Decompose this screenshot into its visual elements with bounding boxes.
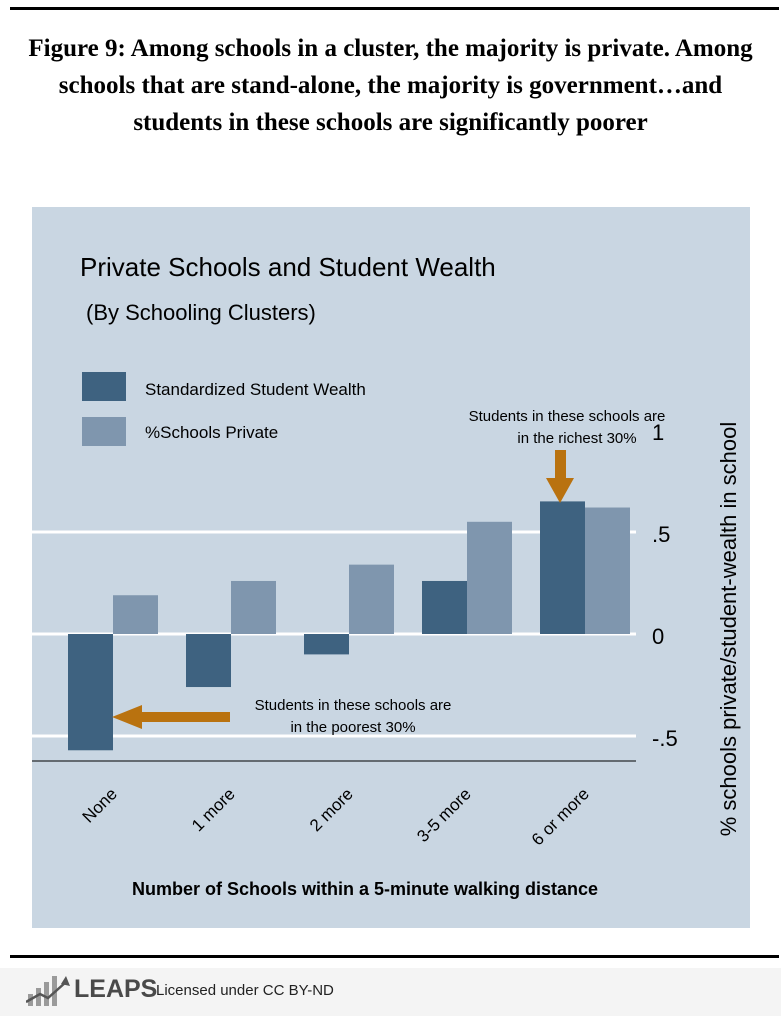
chart-panel	[32, 207, 750, 928]
down-arrow	[546, 450, 574, 503]
x-tick-label: 6 or more	[527, 784, 593, 850]
top-rule	[10, 7, 779, 10]
x-axis-label: Number of Schools within a 5-minute walking distance	[131, 879, 599, 899]
annotation-richest-line2: in the richest 30%	[517, 430, 637, 447]
y-tick-labels	[652, 420, 678, 751]
annotation-poorest-line2: in the poorest 30%	[290, 719, 416, 736]
bar-wealth-4	[540, 501, 585, 634]
x-tick-label: None	[78, 784, 121, 827]
y-tick-label: -.5	[652, 726, 678, 751]
bar-wealth-1	[186, 634, 231, 687]
chart-subtitle: (By Schooling Clusters)	[86, 300, 316, 325]
y-tick-label: .5	[652, 522, 671, 547]
legend-swatch-wealth	[82, 372, 126, 401]
bar-wealth-2	[304, 634, 349, 654]
bar-private-1	[231, 581, 276, 634]
bar-wealth-3	[422, 581, 467, 634]
logo-text: LEAPS	[74, 975, 158, 1003]
legend-label-wealth: Standardized Student Wealth	[145, 380, 366, 399]
x-tick-label: 3-5 more	[413, 784, 475, 846]
legend-label-private: %Schools Private	[145, 423, 279, 442]
bar-private-2	[349, 565, 394, 634]
annotation-poorest-line1: Students in these schools are	[254, 697, 452, 714]
chart-title: Private Schools and Student Wealth	[80, 252, 496, 282]
annotation-poorest	[112, 697, 451, 736]
leaps-logo-icon	[26, 972, 72, 1010]
y-tick-label: 0	[652, 624, 665, 649]
bar-private-0	[113, 595, 158, 634]
left-arrow	[112, 705, 230, 729]
chart	[32, 207, 750, 928]
x-tick-label: 2 more	[305, 784, 357, 836]
y-axis-label: % schools private/student-wealth in school	[716, 421, 741, 837]
y-tick-label: 1	[652, 420, 665, 445]
annotation-richest-line1: Students in these schools are	[468, 408, 666, 425]
legend-swatch-private	[82, 417, 126, 446]
x-tick-labels	[79, 784, 593, 849]
x-tick-label: 1 more	[187, 784, 239, 836]
bar-private-3	[467, 522, 512, 634]
bottom-rule	[10, 955, 779, 958]
bar-private-4	[585, 508, 630, 634]
annotation-richest	[469, 408, 666, 503]
bar-wealth-0	[68, 634, 113, 750]
license-text: Licensed under CC BY-ND	[156, 982, 334, 999]
figure-title: Figure 9: Among schools in a cluster, the majority is private. Among schools that are stand-alone, the majority is government…and students in these schools are significantly poorer	[28, 35, 753, 136]
